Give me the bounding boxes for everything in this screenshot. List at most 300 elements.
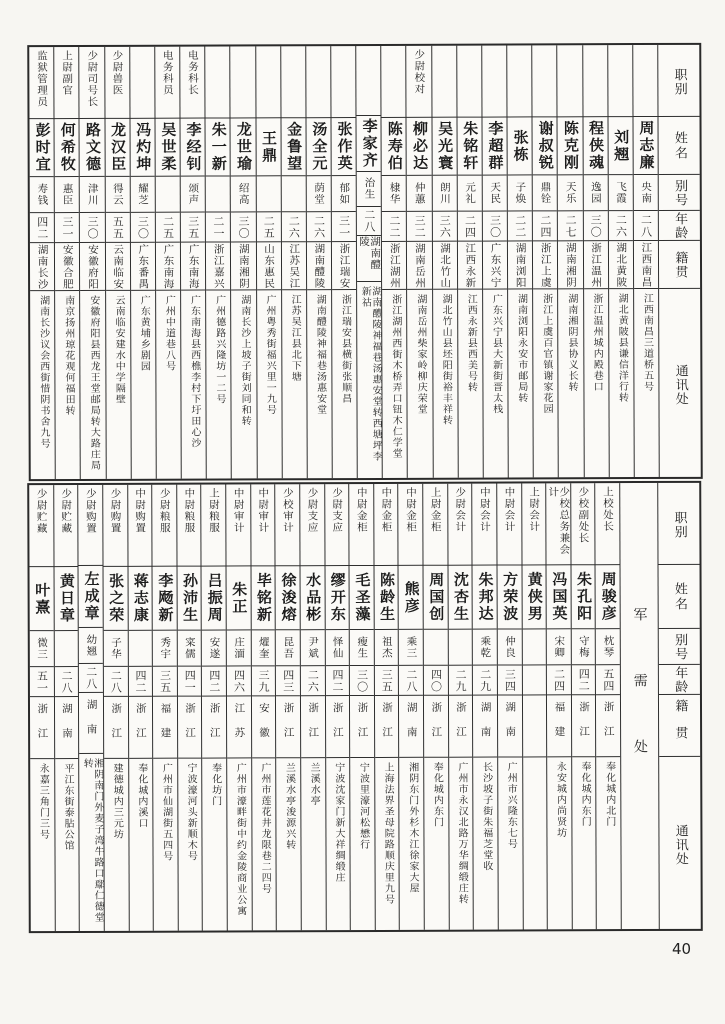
entry-name-cell	[231, 118, 255, 176]
entry-native: 湖南	[405, 701, 418, 751]
row-label-name: 姓名	[659, 565, 700, 629]
entry-native-cell	[325, 696, 349, 758]
entry-name: 李经钊	[184, 121, 203, 173]
entry-native: 广东南海	[162, 243, 175, 290]
entry-native-cell	[55, 697, 79, 759]
entry-age-cell	[325, 666, 349, 696]
entry-age: 三五	[380, 668, 394, 693]
entry-native: 湖南长沙	[36, 243, 49, 290]
entry-job-cell	[633, 45, 657, 117]
entry-job-cell	[325, 484, 349, 566]
entry-alias-cell	[307, 176, 331, 212]
entry-alias: 子华	[109, 636, 123, 660]
person-column	[280, 46, 307, 478]
entry-job-cell	[558, 45, 582, 117]
entry-age-cell	[131, 213, 155, 243]
entry-job: 少尉购置	[109, 487, 122, 534]
entry-alias-cell	[596, 629, 620, 665]
entry-name-cell	[227, 566, 251, 630]
entry-name: 张之荣	[107, 572, 126, 624]
entry-native-cell	[350, 696, 374, 758]
entry-age-cell	[79, 664, 103, 694]
entry-alias-cell	[332, 176, 356, 212]
entry-native-cell	[558, 241, 582, 289]
entry-alias: 津川	[86, 182, 99, 206]
entry-job: 中尉审计	[232, 487, 245, 534]
entry-native: 湖北黄陂	[615, 241, 628, 288]
entry-address-cell	[449, 758, 473, 930]
entry-native: 湖南醴陵	[313, 242, 326, 289]
entry-native-cell	[282, 242, 306, 290]
entry-alias: 安遂	[208, 636, 221, 660]
entry-age: 三五	[186, 215, 200, 240]
entry-age: 二八	[639, 213, 653, 238]
entry-name: 龙汉臣	[109, 121, 128, 173]
person-column	[79, 47, 106, 479]
entry-age-cell	[54, 667, 78, 697]
entry-job: 少尉贮藏	[35, 488, 48, 535]
entry-address: 江西南昌三道桥五号	[641, 292, 653, 393]
entry-age: 二七	[564, 213, 578, 238]
entry-native-cell	[407, 242, 431, 290]
row-label-native: 籍贯	[659, 241, 700, 289]
entry-alias-cell	[54, 631, 78, 667]
person-column	[447, 484, 473, 930]
entry-age: 四一	[183, 669, 197, 694]
entry-address-cell	[558, 289, 583, 477]
entry-age-cell	[128, 667, 152, 697]
entry-address: 永嘉三角门三号	[37, 763, 49, 841]
entry-alias: 得云	[111, 182, 124, 206]
entry-name: 何希牧	[58, 122, 77, 174]
entry-native: 福建	[159, 702, 172, 752]
entry-native: 湖南浏阳	[514, 241, 527, 288]
entry-age-cell	[30, 213, 54, 243]
entry-job: 上尉副官	[61, 50, 74, 97]
person-column	[422, 484, 448, 930]
entry-alias-cell	[448, 630, 472, 666]
entry-age: 二六	[306, 668, 320, 693]
row-label-column	[657, 483, 701, 929]
row-label-alias: 别号	[659, 629, 700, 665]
entry-native: 湖北竹山	[439, 242, 452, 289]
entry-native: 湖南	[85, 698, 98, 748]
entry-name-cell	[55, 119, 79, 177]
entry-native: 江西南昌	[640, 241, 653, 288]
entry-job-cell	[29, 485, 53, 567]
entry-age-cell	[55, 213, 79, 243]
entry-address-cell	[206, 290, 231, 478]
entry-native: 安徽府阳	[86, 243, 100, 290]
entry-name: 熊彦	[402, 580, 421, 615]
entry-native-cell	[609, 241, 633, 289]
entry-native-cell	[231, 242, 255, 290]
entry-job: 少尉贮藏	[60, 488, 73, 535]
person-column	[255, 46, 282, 478]
entry-alias-cell	[382, 176, 406, 212]
entry-job-cell	[54, 485, 78, 567]
entry-alias-cell	[424, 630, 448, 666]
entry-age: 三五	[158, 669, 172, 694]
entry-address-cell	[178, 759, 202, 931]
entry-name: 张作英	[335, 121, 354, 173]
entry-age: 四六	[232, 668, 246, 693]
entry-address-cell	[79, 754, 103, 931]
entry-native-cell	[55, 243, 79, 291]
entry-address-cell	[282, 290, 307, 478]
entry-name: 汤全元	[310, 121, 329, 173]
entry-job: 少尉支应	[331, 487, 344, 534]
entry-alias-cell	[522, 629, 546, 665]
person-column	[406, 46, 433, 478]
entry-age: 三二	[413, 214, 427, 239]
row-label-name: 姓名	[658, 117, 699, 175]
entry-age: 三〇	[136, 215, 150, 240]
entry-address-cell	[231, 290, 256, 478]
entry-age-cell	[473, 666, 497, 696]
entry-address-cell	[382, 290, 407, 478]
entry-address-cell	[408, 290, 433, 478]
entry-job: 中尉会计	[478, 486, 491, 533]
entry-alias: 庄湎	[233, 636, 246, 660]
entry-name-cell	[177, 567, 201, 631]
entry-native-cell	[634, 241, 658, 289]
entry-native-cell	[79, 693, 103, 754]
section-header-column	[619, 483, 659, 929]
entry-name-cell	[407, 118, 431, 176]
entry-name-cell	[30, 567, 54, 631]
entry-native: 浙江	[331, 702, 344, 752]
entry-age-cell	[583, 211, 607, 241]
entry-age: 三四	[503, 667, 517, 693]
entry-age-cell	[104, 667, 128, 697]
entry-age: 四二	[35, 215, 49, 240]
entry-job: 上尉粮服	[207, 487, 221, 534]
entry-native-cell	[399, 696, 423, 758]
entry-job: 中尉粮服	[183, 487, 196, 534]
entry-name-cell	[103, 567, 127, 631]
entry-age: 二四	[552, 667, 566, 692]
entry-job: 少校总务兼会计	[547, 486, 571, 556]
entry-address-cell	[181, 291, 206, 479]
person-column	[570, 483, 596, 929]
entry-age: 二五	[262, 214, 276, 239]
entry-job-cell	[128, 485, 152, 567]
entry-native: 广东兴宁	[489, 242, 502, 289]
entry-age-cell	[276, 666, 300, 696]
entry-address-cell	[508, 289, 533, 477]
entry-name-cell	[497, 565, 521, 629]
entry-address-cell	[498, 757, 522, 929]
entry-age: 二一	[211, 214, 225, 240]
entry-alias: 逸园	[589, 181, 602, 205]
entry-job-cell	[78, 485, 102, 566]
entry-age-cell	[432, 212, 456, 242]
entry-job-cell	[202, 484, 226, 566]
entry-native-cell	[105, 243, 129, 291]
entry-name: 冯灼坤	[134, 121, 153, 173]
entry-name: 李飏新	[156, 572, 175, 624]
row-label-job: 职别	[658, 483, 699, 565]
entry-name: 吴世柔	[159, 121, 178, 173]
entry-age-cell	[256, 212, 280, 242]
entry-age-cell	[153, 667, 177, 697]
entry-alias-cell	[432, 176, 456, 212]
entry-address-cell	[129, 759, 153, 931]
entry-age: 四二	[577, 667, 591, 692]
entry-address-cell	[106, 291, 131, 479]
entry-age: 二八	[362, 208, 376, 233]
entry-age-cell	[483, 212, 507, 242]
entry-alias: 秀宇	[159, 636, 172, 660]
entry-name: 周国创	[427, 571, 446, 623]
entry-address-cell	[597, 757, 621, 929]
entry-alias-cell	[202, 630, 226, 666]
entry-native-cell	[375, 696, 399, 758]
entry-name: 周志廉	[637, 119, 656, 172]
entry-address-cell	[483, 290, 508, 478]
entry-name-cell	[251, 566, 275, 630]
entry-name-cell	[457, 118, 481, 176]
entry-alias-cell	[558, 175, 582, 211]
entry-address-cell	[572, 757, 596, 929]
entry-name-cell	[583, 117, 607, 175]
entry-address: 平江东街泰胋公馆	[61, 763, 74, 852]
person-column	[299, 484, 325, 930]
entry-alias: 绍高	[237, 182, 250, 206]
entry-alias: 燿奎	[257, 636, 270, 660]
entry-address-cell	[458, 290, 483, 478]
entry-name: 李家齐	[360, 117, 379, 169]
entry-age-cell	[547, 665, 571, 695]
entry-job-cell	[522, 483, 546, 565]
entry-job-cell	[152, 485, 176, 567]
entry-name: 黄侠男	[525, 571, 544, 623]
person-column	[274, 484, 300, 930]
entry-native-cell	[547, 695, 571, 757]
entry-native-cell	[483, 242, 507, 290]
entry-job-cell	[571, 483, 595, 565]
row-label-address: 通讯处	[672, 823, 688, 866]
entry-name: 张栋	[511, 128, 530, 163]
entry-native: 云南临安	[112, 243, 125, 290]
entry-job-cell	[583, 45, 607, 117]
entry-name: 柳必达	[410, 120, 430, 172]
entry-alias: 央南	[640, 180, 653, 205]
entry-native: 浙江湖州	[388, 242, 401, 289]
person-column	[557, 45, 584, 477]
entry-alias: 枕琴	[602, 635, 615, 659]
entry-age-cell	[181, 213, 205, 243]
entry-job: 中尉购置	[134, 487, 147, 534]
row-label-age: 年龄	[659, 211, 700, 241]
entry-job-cell	[306, 46, 330, 118]
entry-native: 安徽合肥	[61, 243, 74, 290]
entry-native: 浙江	[110, 702, 123, 752]
entry-name-cell	[596, 565, 620, 629]
entry-age-cell	[508, 211, 532, 241]
entry-address: 奉化城内北门	[603, 761, 615, 828]
entry-age-cell	[458, 212, 482, 242]
person-column	[355, 46, 382, 478]
entry-name-cell	[374, 566, 398, 630]
entry-address: 南京扬州琼花观何福田转	[62, 295, 75, 417]
entry-name: 毕铭新	[254, 572, 274, 624]
entry-alias: 昆吾	[282, 636, 295, 660]
entry-age: 二五	[161, 215, 175, 240]
entry-native-cell	[153, 697, 177, 759]
entry-alias-cell	[483, 176, 507, 212]
person-column	[595, 483, 621, 929]
person-column	[531, 45, 558, 477]
entry-name-cell	[547, 565, 571, 629]
entry-alias: 郁如	[338, 182, 351, 206]
entry-address: 奉化城内东门	[579, 761, 591, 828]
entry-name-cell	[533, 117, 557, 175]
entry-age: 三〇	[237, 214, 251, 239]
entry-age: 三九	[257, 668, 271, 693]
entry-address-cell	[55, 759, 79, 931]
entry-alias: 寿钱	[36, 183, 49, 207]
entry-address: 长沙坡子街朱福芝堂收	[480, 761, 492, 872]
entry-age: 二四	[463, 214, 477, 239]
entry-address: 兰溪水亭	[308, 762, 320, 807]
entry-job-cell	[177, 485, 201, 567]
entry-age-cell	[30, 667, 54, 697]
entry-address: 奉化坊门	[209, 762, 221, 807]
entry-job: 少尉校对	[413, 48, 426, 95]
entry-alias: 荫堂	[313, 182, 326, 206]
person-column	[53, 485, 79, 931]
entry-address-cell	[276, 758, 300, 930]
entry-alias: 鼎铨	[539, 181, 552, 205]
entry-name: 路文德	[83, 121, 103, 173]
entry-name-cell	[300, 566, 324, 630]
entry-native-cell	[178, 697, 202, 759]
entry-job-cell	[472, 484, 496, 566]
entry-age: 三〇	[488, 214, 502, 239]
entry-address-cell	[424, 758, 448, 930]
entry-native: 浙江	[307, 702, 320, 752]
entry-native-cell	[332, 242, 356, 290]
entry-address-cell	[350, 758, 374, 930]
entry-alias: 祖杰	[380, 635, 393, 659]
entry-native-cell	[357, 236, 381, 283]
entry-job-cell	[103, 485, 127, 567]
entry-address-cell	[30, 291, 55, 479]
entry-alias: 仲蕙	[413, 181, 426, 205]
person-column	[431, 46, 458, 478]
person-column	[545, 483, 571, 929]
person-column	[456, 46, 483, 478]
row-label-age: 年龄	[659, 665, 700, 695]
entry-native: 浙江	[282, 702, 295, 752]
entry-job-cell	[546, 483, 570, 565]
entry-alias-cell	[130, 177, 154, 213]
entry-age-cell	[231, 212, 255, 242]
entry-address: 浙江上虞百官镇谢家花园	[540, 293, 553, 415]
entry-native-cell	[449, 696, 473, 758]
entry-native: 湖南	[504, 701, 517, 751]
entry-job: 少尉会计	[454, 486, 467, 533]
entry-name-cell	[424, 566, 448, 630]
entry-name: 方荣波	[501, 571, 520, 623]
entry-address: 永安城内尚贤坊	[554, 761, 566, 839]
person-column	[129, 47, 156, 479]
entry-alias-cell	[399, 630, 423, 666]
entry-alias-cell	[508, 175, 532, 211]
entry-native: 浙江温州	[590, 241, 603, 288]
entry-address-cell	[332, 290, 357, 478]
entry-native-cell	[30, 243, 54, 291]
entry-job: 中尉会计	[503, 486, 516, 533]
entry-name: 金鲁望	[285, 121, 304, 173]
entry-address: 广州粤秀街福兴里一九号	[263, 294, 276, 416]
entry-native-cell	[181, 243, 205, 291]
entry-alias: 寀儒	[183, 636, 196, 660]
entry-age: 二八	[84, 665, 98, 691]
entry-address: 江西永新县西美号转	[465, 293, 477, 393]
entry-age-cell	[596, 665, 620, 695]
entry-native: 浙江	[184, 702, 197, 752]
entry-alias: 仲良	[503, 635, 517, 659]
entry-address-cell	[156, 291, 181, 479]
entry-address: 奉化城内溪口	[135, 762, 147, 829]
entry-name: 水品彬	[304, 572, 323, 624]
entry-job: 中尉审计	[257, 487, 270, 534]
entry-alias-cell	[281, 176, 305, 212]
entry-alias-cell	[457, 176, 481, 212]
entry-alias-cell	[325, 630, 349, 666]
entry-job: 上尉会计	[528, 486, 541, 533]
entry-name: 徐浚熔	[279, 572, 298, 624]
entry-alias-cell	[156, 177, 180, 213]
entry-name: 缪开东	[328, 572, 347, 624]
entry-native: 浙江	[208, 702, 221, 752]
entry-job-cell	[532, 45, 556, 117]
person-column	[230, 46, 257, 478]
entry-alias-cell	[128, 631, 152, 667]
entry-address: 湘阴南门外麦子湾牛路口鄢仁德堂转	[81, 758, 104, 924]
entry-native: 湖南	[60, 703, 74, 753]
entry-address: 广东黄埔乡剧园	[138, 294, 150, 372]
person-column	[481, 46, 508, 478]
entry-native: 广东番禺	[137, 243, 150, 290]
entry-age: 三〇	[86, 215, 100, 240]
entry-alias-cell	[177, 631, 201, 667]
entry-native-cell	[473, 696, 497, 758]
entry-alias: 惠臣	[61, 183, 74, 207]
entry-job: 少尉支应	[306, 487, 319, 534]
entry-alias-cell	[301, 630, 325, 666]
entry-name: 吕振周	[205, 572, 224, 624]
entry-address: 广东兴宁县大新街晋太栈	[490, 293, 502, 415]
entry-native: 山东惠民	[263, 242, 276, 289]
entry-age-cell	[533, 211, 557, 241]
entry-job: 电务科员	[161, 49, 174, 96]
entry-name: 孙沛生	[180, 572, 200, 624]
entry-age-cell	[350, 666, 374, 696]
entry-age-cell	[156, 213, 180, 243]
entry-address-cell	[131, 291, 156, 479]
person-column	[305, 46, 332, 478]
entry-alias-cell	[30, 631, 54, 667]
entry-native-cell	[252, 696, 276, 758]
entry-job: 电务科长	[186, 49, 200, 96]
entry-native-cell	[256, 242, 280, 290]
entry-job: 少校副处长	[577, 486, 590, 544]
entry-name-cell	[325, 566, 349, 630]
